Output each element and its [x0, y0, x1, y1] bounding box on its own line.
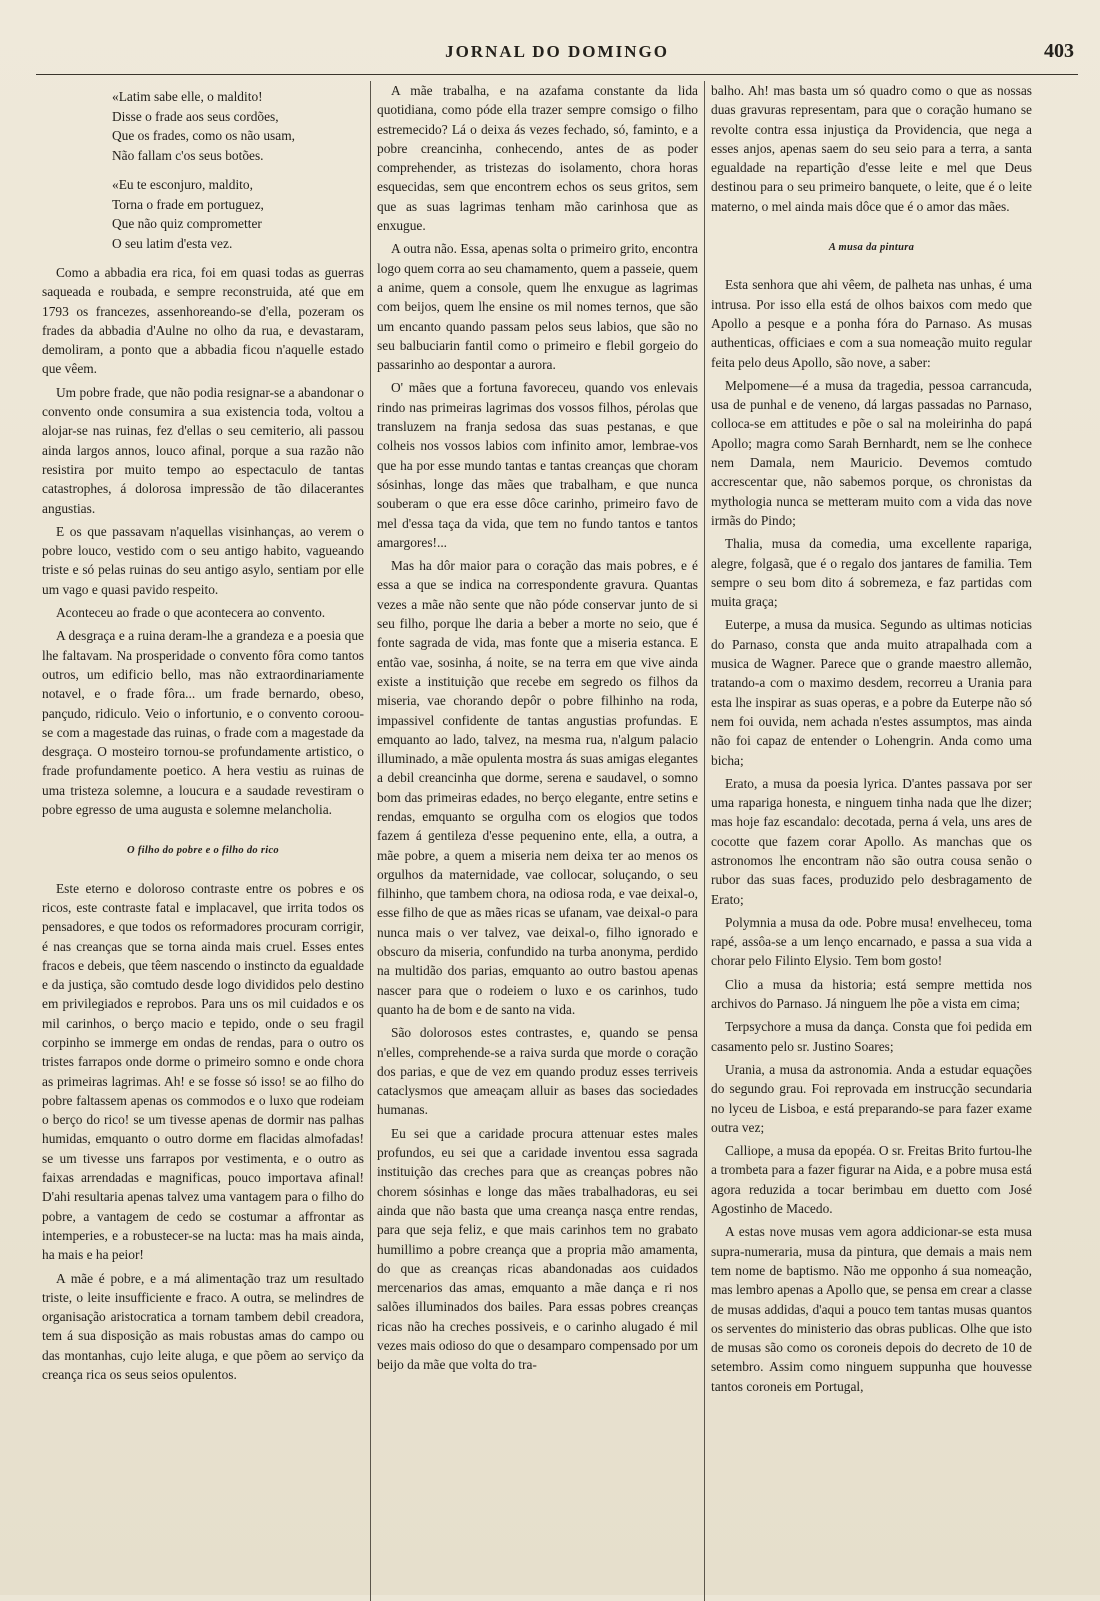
- paragraph: São dolorosos estes contrastes, e, quando se pensa n'elles, comprehende-se a raiva surda que morde o coração dos parias, e que de vez em quando produz esses terriveis cataclysmos que ameaçam alluir as bases das sociedades humanas.: [377, 1025, 698, 1118]
- paragraph: A mãe trabalha, e na azafama constante da lida quotidiana, como póde ella trazer sempre comsigo o filho estremecido? Lá o deixa ás vezes fechado, só, faminto, e a pobre creancinha, conhecendo, antes de as poder comprehender, as tristezas do isolamento, chora horas esquecidas, sem que encontrem echos os seus gritos, sem que as suas lagrimas tenham mão carinhosa que as enxugue.: [377, 83, 698, 234]
- paragraph: Aconteceu ao frade o que acontecera ao convento.: [56, 605, 326, 621]
- paragraph: Calliope, a musa da epopéa. O sr. Freitas Brito furtou-lhe a trombeta para a fazer figurar na Aida, e a pobre musa está agora reduzida a tocar berimbau em duetto com José Agostinho de Macedo.: [711, 1143, 1032, 1217]
- paragraph: A mãe é pobre, e a má alimentação traz um resultado triste, o leite insufficiente e fraco. A outra, se melindres de organisação aristocratica a tornam tambem debil creadora, tem á sua disposição as mais robustas amas do campo ou das montanhas, cujo leite aluga, e que põem ao serviço da creança rica os seus seios opulentos.: [42, 1270, 364, 1383]
- column-1: [36, 81, 370, 1601]
- paragraph: Terpsychore a musa da dança. Consta que foi pedida em casamento pelo sr. Justino Soares;: [711, 1019, 1032, 1054]
- paragraph: A estas nove musas vem agora addicionar-se esta musa supra-numeraria, musa da pintura, que demais a mais nem tem nome de baptismo. Não me opponho á sua nomeação, mas lembro apenas a Apollo que, se pensa em crear a classe de musas addidas, d'aqui a pouco tem tantas musas quantos os serventes do ministerio das obras publicas. Olhe que isto de musas são como os coroneis depois do decreto de 10 de setembro. Assim como ninguem suppunha que houvesse tantos coroneis em Portugal,: [711, 1224, 1032, 1394]
- journal-title: JORNAL DO DOMINGO: [445, 42, 669, 61]
- paragraph: Como a abbadia era rica, foi em quasi todas as guerras saqueada e roubada, e sempre reconstruida, até que em 1793 os francezes, assenhoreando-se d'ella, pozeram os frades da abbadia d'Aulne no olho da rua, e devastaram, demoliram, a ponto que a abbadia ficou n'aquelle estado que vêem.: [42, 265, 364, 377]
- verse-line: Disse o frade aos seus cordões,: [112, 108, 279, 124]
- verse-stanza-2: [112, 175, 364, 253]
- section-heading: O filho do pobre e o filho do rico: [127, 845, 279, 857]
- paragraph: Polymnia a musa da ode. Pobre musa! envelheceu, toma rapé, assôa-se a um lenço encarnado, e passa a sua vida a chorar pelo Filinto Elysio. Tem bom gosto!: [711, 914, 1032, 969]
- verse-line: Não fallam c'os seus botões.: [112, 147, 264, 163]
- verse-line: O seu latim d'esta vez.: [112, 235, 233, 251]
- paragraph: Euterpe, a musa da musica. Segundo as ultimas noticias do Parnaso, consta que anda muito atrapalhada com a musica de Wagner. Parece que o grande maestro allemão, tratando-a com o maximo desdem, recorreu a Urania para esta lhe inspirar as suas operas, e a pobre da Euterpe não só nem foi ouvida, nem achada n'estes assumptos, mas ainda não foi capaz de entender o Lohengrin. Anda como uma bicha;: [711, 617, 1032, 768]
- paragraph: O' mães que a fortuna favoreceu, quando vos enlevais rindo nas primeiras lagrimas dos vossos filhos, pérolas que transluzem na franja sedosa das suas pestanas, e que colheis nos vossos labios com infinito amor, lembrae-vos que ha por esse mundo tantas e tantas creanças que choram sósinhas, longe das mães que trabalham, e que nunca souberam o que era esse dôce carinho, primeiro favo de mel d'essa taça da vida, que tem no fundo tantos e tantos amargores!...: [377, 380, 698, 550]
- paragraph: Este eterno e doloroso contraste entre os pobres e os ricos, este contraste fatal e implacavel, que irrita todos os pensadores, e que todos os reformadores procuram corrigir, é nas creanças que se torna ainda mais cruel. Esses entes fracos e debeis, que têem nascendo o instincto da egualdade e da justiça, são comtudo desde logo divididos pelo destino em privilegiados e reprobos. Para uns os mil cuidados e os mil carinhos, o berço macio e tepido, onde o seu fragil corpinho se immerge em ondas de rendas, para o outro os tristes farrapos onde dorme o primeiro somno e onde chora as primeiras lagrimas. Ah! e se fosse só isso! se ao filho do pobre faltassem apenas os commodos e o luxo que rodeiam o berço do rico! se um tivesse apenas de dormir nas palhas humidas, emquanto o outro dorme em flacidas almofadas! se um tivesse uns farrapos por vestimenta, e o outro as faixas arrendadas e magnificas, pouco importava afinal! D'ahi resultaria apenas talvez uma vantagem para o filho do pobre, a vantagem de cedo se costumar a affrontar as intemperies, e a robustecer-se na lucta: mas ha mais ainda, ha mais e ha peior!: [42, 880, 364, 1263]
- paragraph: Clio a musa da historia; está sempre mettida nos archivos do Parnaso. Já ninguem lhe põe a vista em cima;: [711, 976, 1032, 1012]
- paragraph: A outra não. Essa, apenas solta o primeiro grito, encontra logo quem corra ao seu chamamento, quem a passeie, quem a anime, quem a console, quem lhe enxugue as lagrimas com beijos, quem lhe ensine os mil nomes ternos, que são um encanto quando passam pelos seus labios, que são no seu balbuciarin fantil como o primeiro e flebil gorgeio do passarinho ao despontar a aurora.: [377, 241, 698, 373]
- verse-line: Torna o frade em portuguez,: [112, 196, 264, 212]
- paragraph: Esta senhora que ahi vêem, de palheta nas unhas, é uma intrusa. Por isso ella está de olhos baixos com medo que Apollo a pesque e a ponha fóra do Parnaso. As musas authenticas, officiaes e com a sua nomeação muito regular feita pelo deus Apollo, são nove, a saber:: [711, 277, 1032, 370]
- paragraph: Eu sei que a caridade procura attenuar estes males profundos, eu sei que a caridade inventou essa sagrada instituição das creches para que as creanças pobres não chorem sósinhas e longe das mães trabalhadoras, eu sei ainda que não basta que uma creança nasça entre rendas, para que seja feliz, e que mais carinhos tem no grabato humillimo a pobre creança que a propria mão amamenta, do que as creanças ricas abandonadas aos cuidados mercenarios das amas, emquanto a mãe dança e ri nos salões illuminados dos bailes. Para essas pobres creanças ricas não ha creches possiveis, e o carinho alugado é mil vezes mais odioso do que o desamparo compensado por um beijo da mãe que volta do tra-: [377, 1125, 698, 1373]
- paragraph: balho. Ah! mas basta um só quadro como o que as nossas duas gravuras representam, para que o coração humano se revolte contra essa injustiça da Providencia, que nega a esses anjos, apenas saem do seu seio para a terra, a santa egualdade na repartição d'esse leite e mel que Deus destinou para o seu primeiro banquete, o leite, que é o leite materno, o mel ainda mais dôce que é o amor das mães.: [711, 83, 1032, 214]
- verse-line: «Latim sabe elle, o maldito!: [112, 89, 263, 104]
- column-3: [704, 81, 1038, 1601]
- verse-line: Que os frades, como os não usam,: [112, 128, 295, 143]
- verse-line: «Eu te esconjuro, maldito,: [112, 177, 253, 192]
- column-2: [370, 81, 704, 1601]
- page-number: 403: [1044, 40, 1074, 62]
- verse-line: Que não quiz comprometter: [112, 216, 262, 231]
- paragraph: Mas ha dôr maior para o coração das mais pobres, e é essa a que se indica na correspondente gravura. Quantas vezes a mãe não sente que não póde conservar junto de si seu filho, porque lhe daria a beber a morte no seio, que é fonte sagrada de vida, mas fonte que a miseria estanca. E então vae, sosinha, á noite, se na terra em que vive ainda existe a instituição que recebe em segredo os filhos da miseria, vae chorando depôr o pobre filhinho na roda, impassivel confidente de tantas angustias profundas. E emquanto ao lado, talvez, na mesma rua, n'algum palacio illuminado, a mãe opulenta mostra ás suas amigas elegantes a debil creancinha que dorme, serena e saudavel, o somno bom das primeiras edades, no berço elegante, entre setins e rendas, emquanto se orgulha com os elogios que todos fazem á gentileza d'esse pequenino ente, ella, a outra, a mãe pobre, a quem a miseria nem deixa ter ao menos os orgulhos da maternidade, vae collocar, soluçando, o seu filhinho, que tambem chora, na odiosa roda, e vae deixal-o, esse filho de que as mães ricas se ufanam, vae deixal-o para nunca mais o ver talvez, vae deixal-o, filho ignorado e obscuro da miseria, confundido na turba anonyma, perdido na multidão dos parias, emquanto ao outro bastou apenas nascer para que o rodeiem o luxo e os carinhos, tudo quanto ha de bom e de santo na vida.: [377, 558, 698, 1017]
- paragraph: E os que passavam n'aquellas visinhanças, ao verem o pobre louco, vestido com o seu antigo habito, vagueando triste e só pelas ruinas do seu antigo asylo, sentiam por elle um vago e quasi pavido respeito.: [42, 523, 364, 597]
- paragraph: Um pobre frade, que não podia resignar-se a abandonar o convento onde consumira a sua existencia toda, voltou a alojar-se nas ruinas, fez d'ellas o seu cemiterio, ali passou ainda largos annos, louco afinal, porque a sua razão não resistira por muito tempo ao espectaculo de tantas catastrophes, á dolorosa impressão de tão dilacerantes angustias.: [42, 384, 364, 516]
- page-header: [36, 38, 1078, 75]
- paragraph: Melpomene—é a musa da tragedia, pessoa carrancuda, usa de punhal e de veneno, dá largas passadas no Parnaso, colloca-se em attitudes e põe o sal na moleirinha do papá Apollo; magra como Sarah Bernhardt, nem se lhe conhece nem Damala, nem Mauricio. Devemos comtudo accrescentar que, não sabemos porque, os chronistas da mythologia nunca se metteram muito com a vida das nove irmãs do Pindo;: [711, 377, 1032, 528]
- section-heading: A musa da pintura: [828, 242, 915, 254]
- paragraph: Erato, a musa da poesia lyrica. D'antes passava por ser uma rapariga honesta, e ninguem tinha nada que lhe dizer; mas hoje faz escandalo: decotada, perna á vela, uns ares de cocotte que fazem corar Apollo. As manchas que os astronomos lhe encontram não são outra cousa senão o rubor das suas faces, produzido pelo desbragamento de Erato;: [711, 775, 1032, 907]
- paragraph: A desgraça e a ruina deram-lhe a grandeza e a poesia que lhe faltavam. Na prosperidade o convento fôra como tantos outros, um edificio bello, mas não extraordinariamente notavel, e o frade fôra... um frade bernardo, obeso, pançudo, ridiculo. Veio o infortunio, e o convento coroou-se com a magestade das ruinas, o frade com a magestade da desgraça. O mosteiro tornou-se profundamente artistico, o frade profundamente poetico. A hera vestiu as ruinas de uma tristeza solemne, a loucura e a saudade revestiram o pobre egresso de uma augusta e solemne melancholia.: [42, 628, 364, 818]
- paragraph: Urania, a musa da astronomia. Anda a estudar equações do segundo grau. Foi reprovada em instrucção secundaria no lyceu de Lisboa, e está preparando-se para fazer exame outra vez;: [711, 1061, 1032, 1135]
- verse-stanza-1: [112, 87, 364, 165]
- paragraph: Thalia, musa da comedia, uma excellente rapariga, alegre, folgasã, que é o regalo dos jantares de familia. Tem sempre o seu bom dito á sobremeza, e faz partidas com muita graça;: [711, 536, 1032, 610]
- article-columns: [36, 81, 1078, 1601]
